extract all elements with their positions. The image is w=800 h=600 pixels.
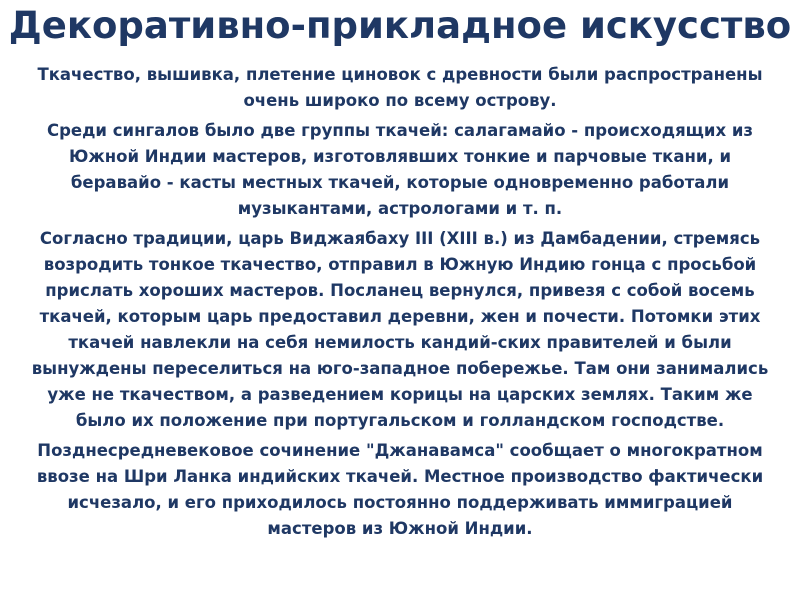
paragraph-weaver-groups: Среди сингалов было две группы ткачей: салагамайо - происходящих из Южной Индии мастеров, изготовлявших тонкие и парчовые ткани, и беравайо - касты местных ткачей, которые одновременно работали музыкантами, астрологами и т. п. <box>47 121 753 218</box>
slide-title: Декоративно-прикладное искусство <box>8 4 792 47</box>
paragraph-tradition: Согласно традиции, царь Виджаябаху III (XIII в.) из Дамбадении, стремясь возродить тонкое ткачество, отправил в Южную Индию гонца с просьбой прислать хороших мастеров. Посланец вернулся, привезя с собой восемь ткачей, которым царь предоставил деревни, жен и почести. Потомки этих ткачей навлекли на себя немилость кандий-ских правителей и были вынуждены переселиться на юго-западное побережье. Там они занимались уже не ткачеством, а разведением корицы на царских землях. Таким же было их положение при португальском и голландском господстве. <box>31 229 769 430</box>
slide-body <box>30 62 770 546</box>
paragraph-weaving-intro: Ткачество, вышивка, плетение циновок с древности были распространены очень широко по всему острову. <box>37 65 763 110</box>
paragraph-janavamsa: Позднесредневековое сочинение "Джанавамса" сообщает о многократном ввозе на Шри Ланка индийских ткачей. Местное производство фактически исчезало, и его приходилось постоянно поддерживать иммиграцией мастеров из Южной Индии. <box>36 441 764 538</box>
